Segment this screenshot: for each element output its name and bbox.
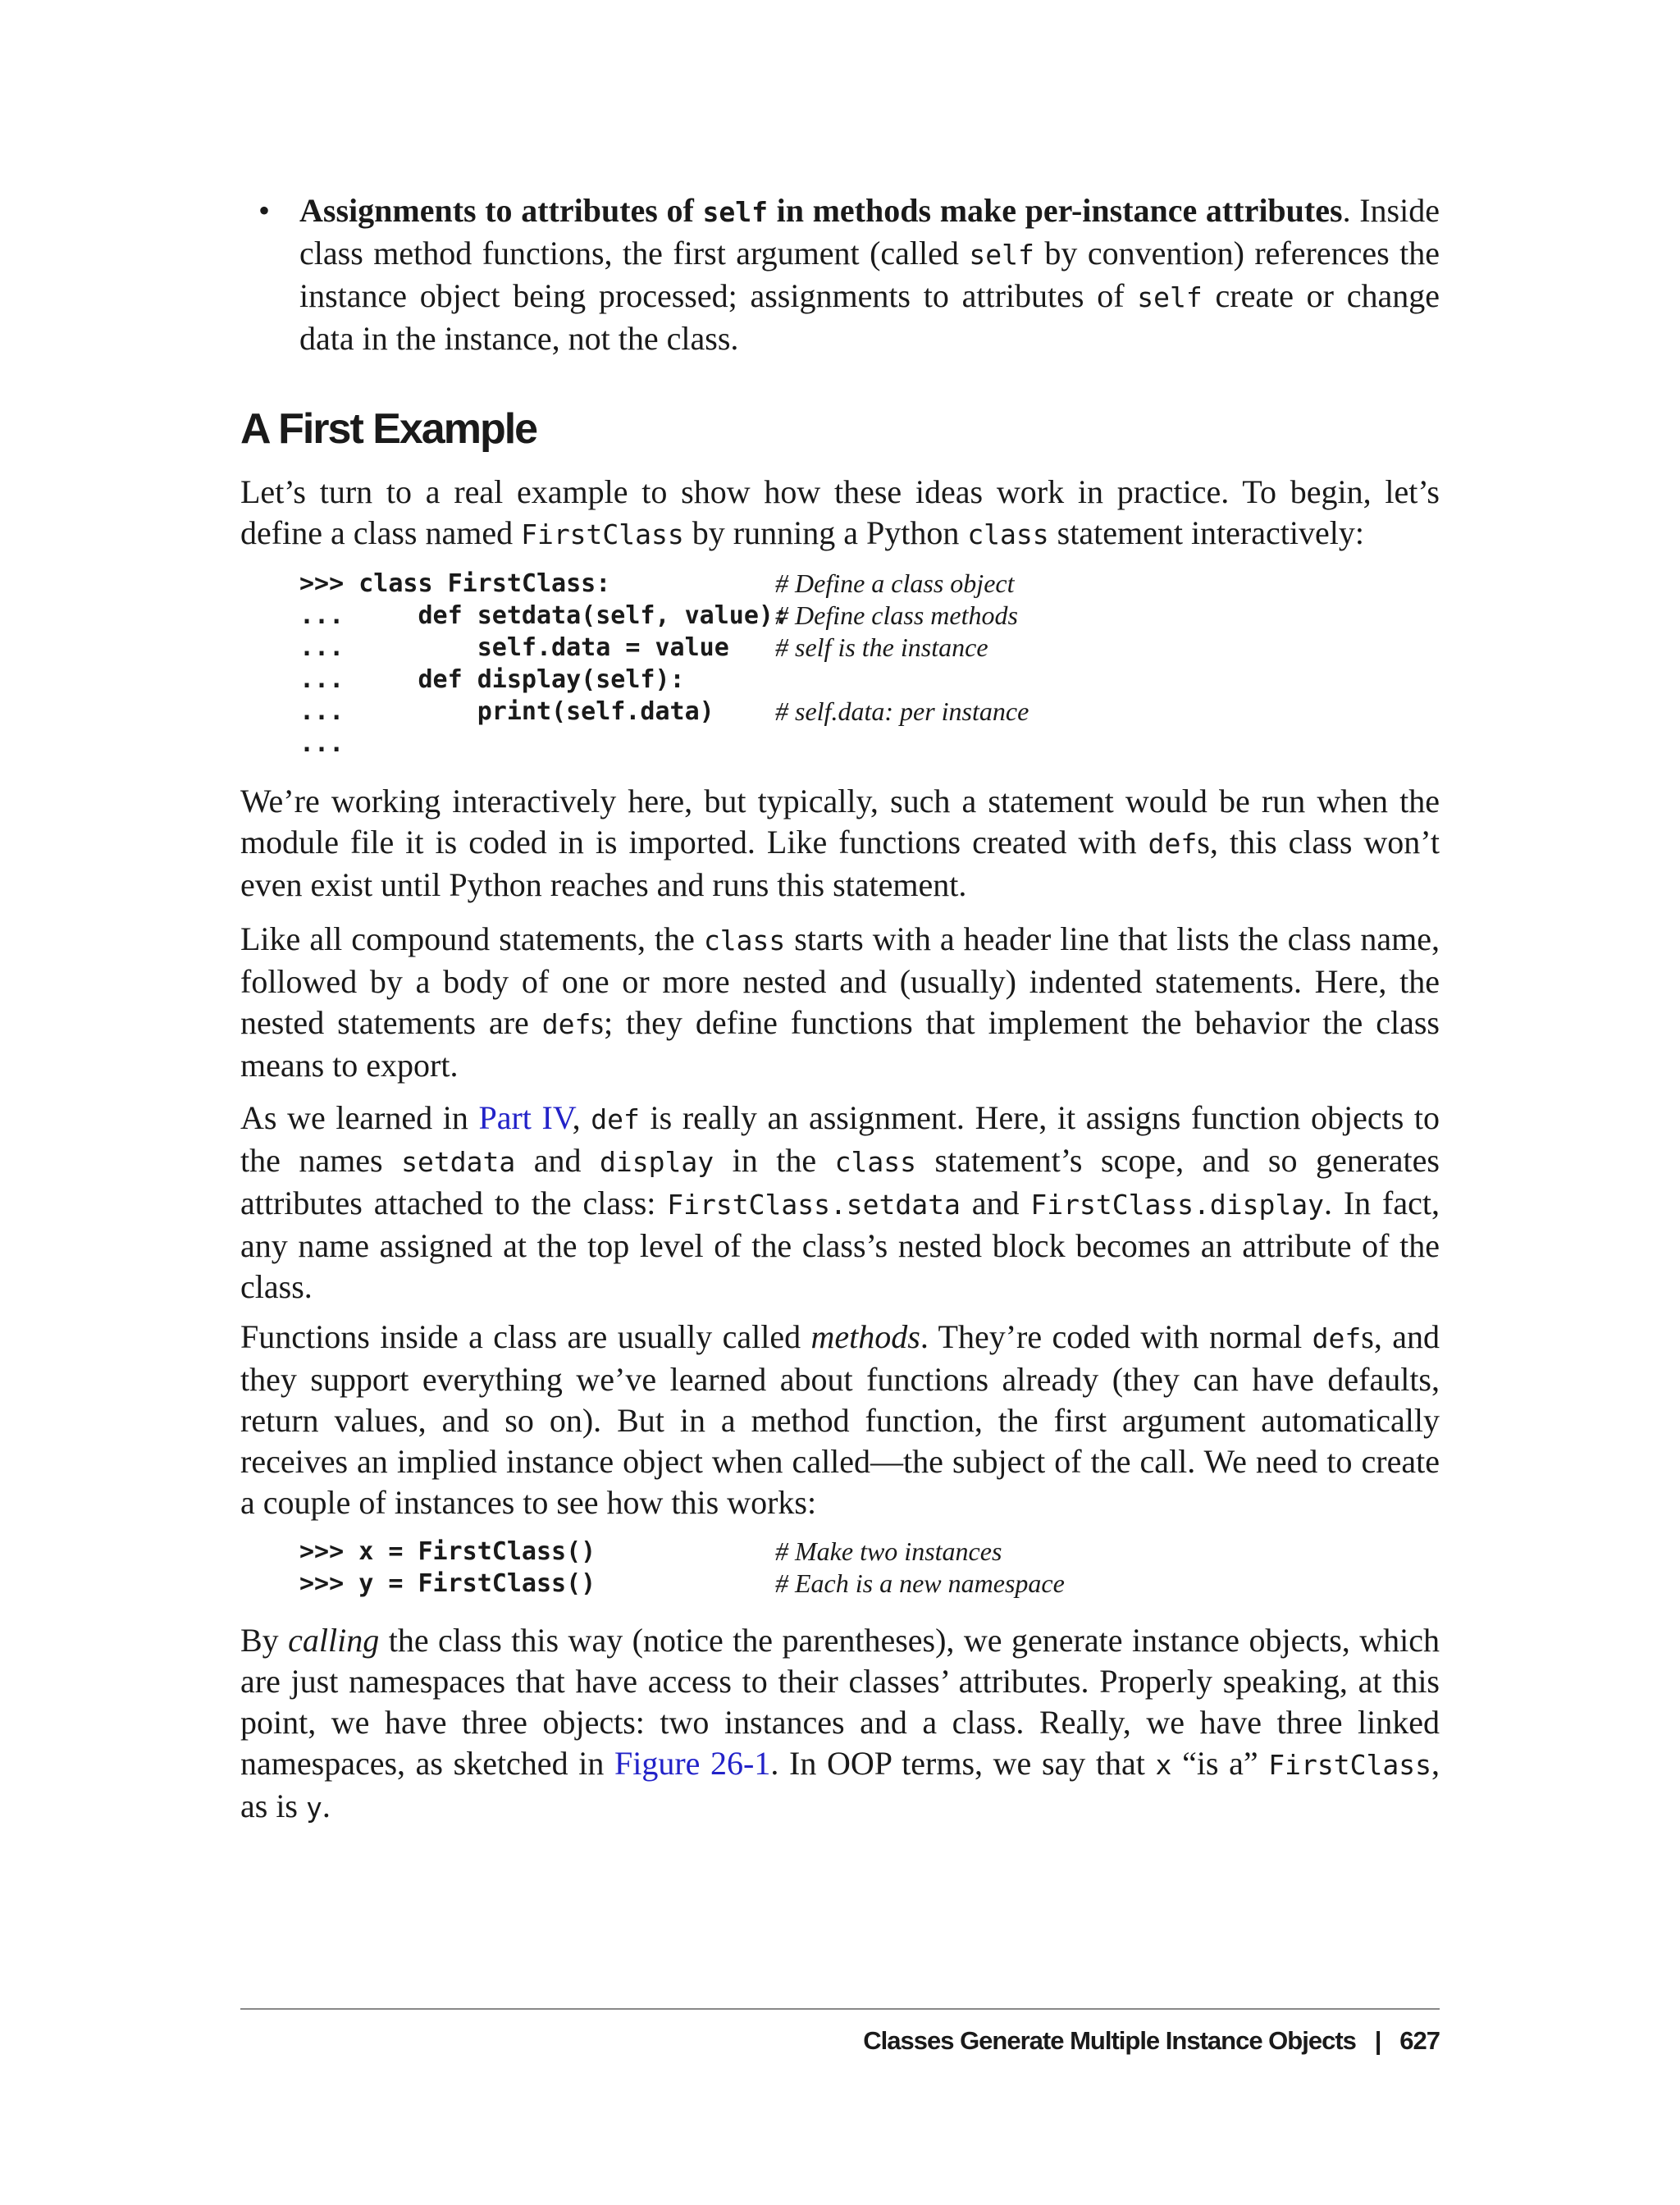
code-line: ... def display(self): [299,665,685,694]
section-heading: A First Example [240,405,537,453]
code-block-class-definition [299,568,1029,760]
code-line: >>> y = FirstClass() # Each is a new namespace [299,1568,1065,1598]
code-line: ... def setdata(self, value): # Define class methods [299,600,1018,630]
code-block-instances [299,1536,1065,1600]
bullet-item [240,190,1440,359]
footer-separator: | [1374,2026,1381,2055]
page-footer [863,2026,1440,2056]
code-line: >>> class FirstClass: # Define a class object [299,568,1015,598]
paragraph-methods: Functions inside a class are usually called methods. They’re coded with normal defs, and they support everything we’ve learned about functions already (they can have defaults, return values, and so on). But in a method function, the first argument automatically receives an implied instance object when called—the subject of the call. We need to create a couple of instances to see how this works: [240,1318,1440,1521]
code-line: >>> x = FirstClass() # Make two instances [299,1536,1002,1566]
paragraph-calling: By calling the class this way (notice the parentheses), we generate instance objects, which are just namespaces that have access to their classes’ attributes. Properly speaking, at this point, we have three objects: two instances and a class. Really, we have three linked namespaces, as sketched in Figure 26-1. In OOP terms, we say that x “is a” FirstClass, as is y. [240,1622,1440,1824]
code-line: ... [299,729,345,758]
figure-26-1-link[interactable]: Figure 26-1 [614,1745,771,1782]
page-number: 627 [1399,2026,1440,2055]
running-title: Classes Generate Multiple Instance Objects [863,2026,1356,2055]
bullet-dot: • [258,192,271,229]
footer-rule [240,2008,1440,2010]
code-line: ... print(self.data) # self.data: per instance [299,696,1029,726]
part-iv-link[interactable]: Part IV [478,1099,573,1136]
bullet-lead: Assignments to attributes of self in methods make per-instance attributes [299,192,1343,229]
paragraph-def-assignment: As we learned in Part IV, def is really an assignment. Here, it assigns function objects to the names setdata and display in the class statement’s scope, and so generates attributes attached to the class: FirstClass.setdata and FirstClass.display. In fact, any name assigned at the top level of the class’s nested block becomes an attribute of the class. [240,1099,1440,1305]
bullet-paragraph: Assignments to attributes of self in methods make per-instance attributes. Inside class method functions, the first argument (called self by convention) references the instance object being processed; assignments to attributes of self create or change data in the instance, not the class. [299,192,1440,357]
code-line: ... self.data = value # self is the instance [299,632,988,662]
paragraph-intro: Let’s turn to a real example to show how these ideas work in practice. To begin, let’s define a class named FirstClass by running a Python class statement interactively: [240,473,1440,551]
paragraph-interactive: We’re working interactively here, but typically, such a statement would be run when the module file it is coded in is imported. Like functions created with defs, this class won’t even exist until Python reaches and runs this statement. [240,783,1440,903]
paragraph-compound: Like all compound statements, the class starts with a header line that lists the class name, followed by a body of one or more nested and (usually) indented statements. Here, the nested statements are defs; they define functions that implement the behavior the class means to export. [240,920,1440,1084]
